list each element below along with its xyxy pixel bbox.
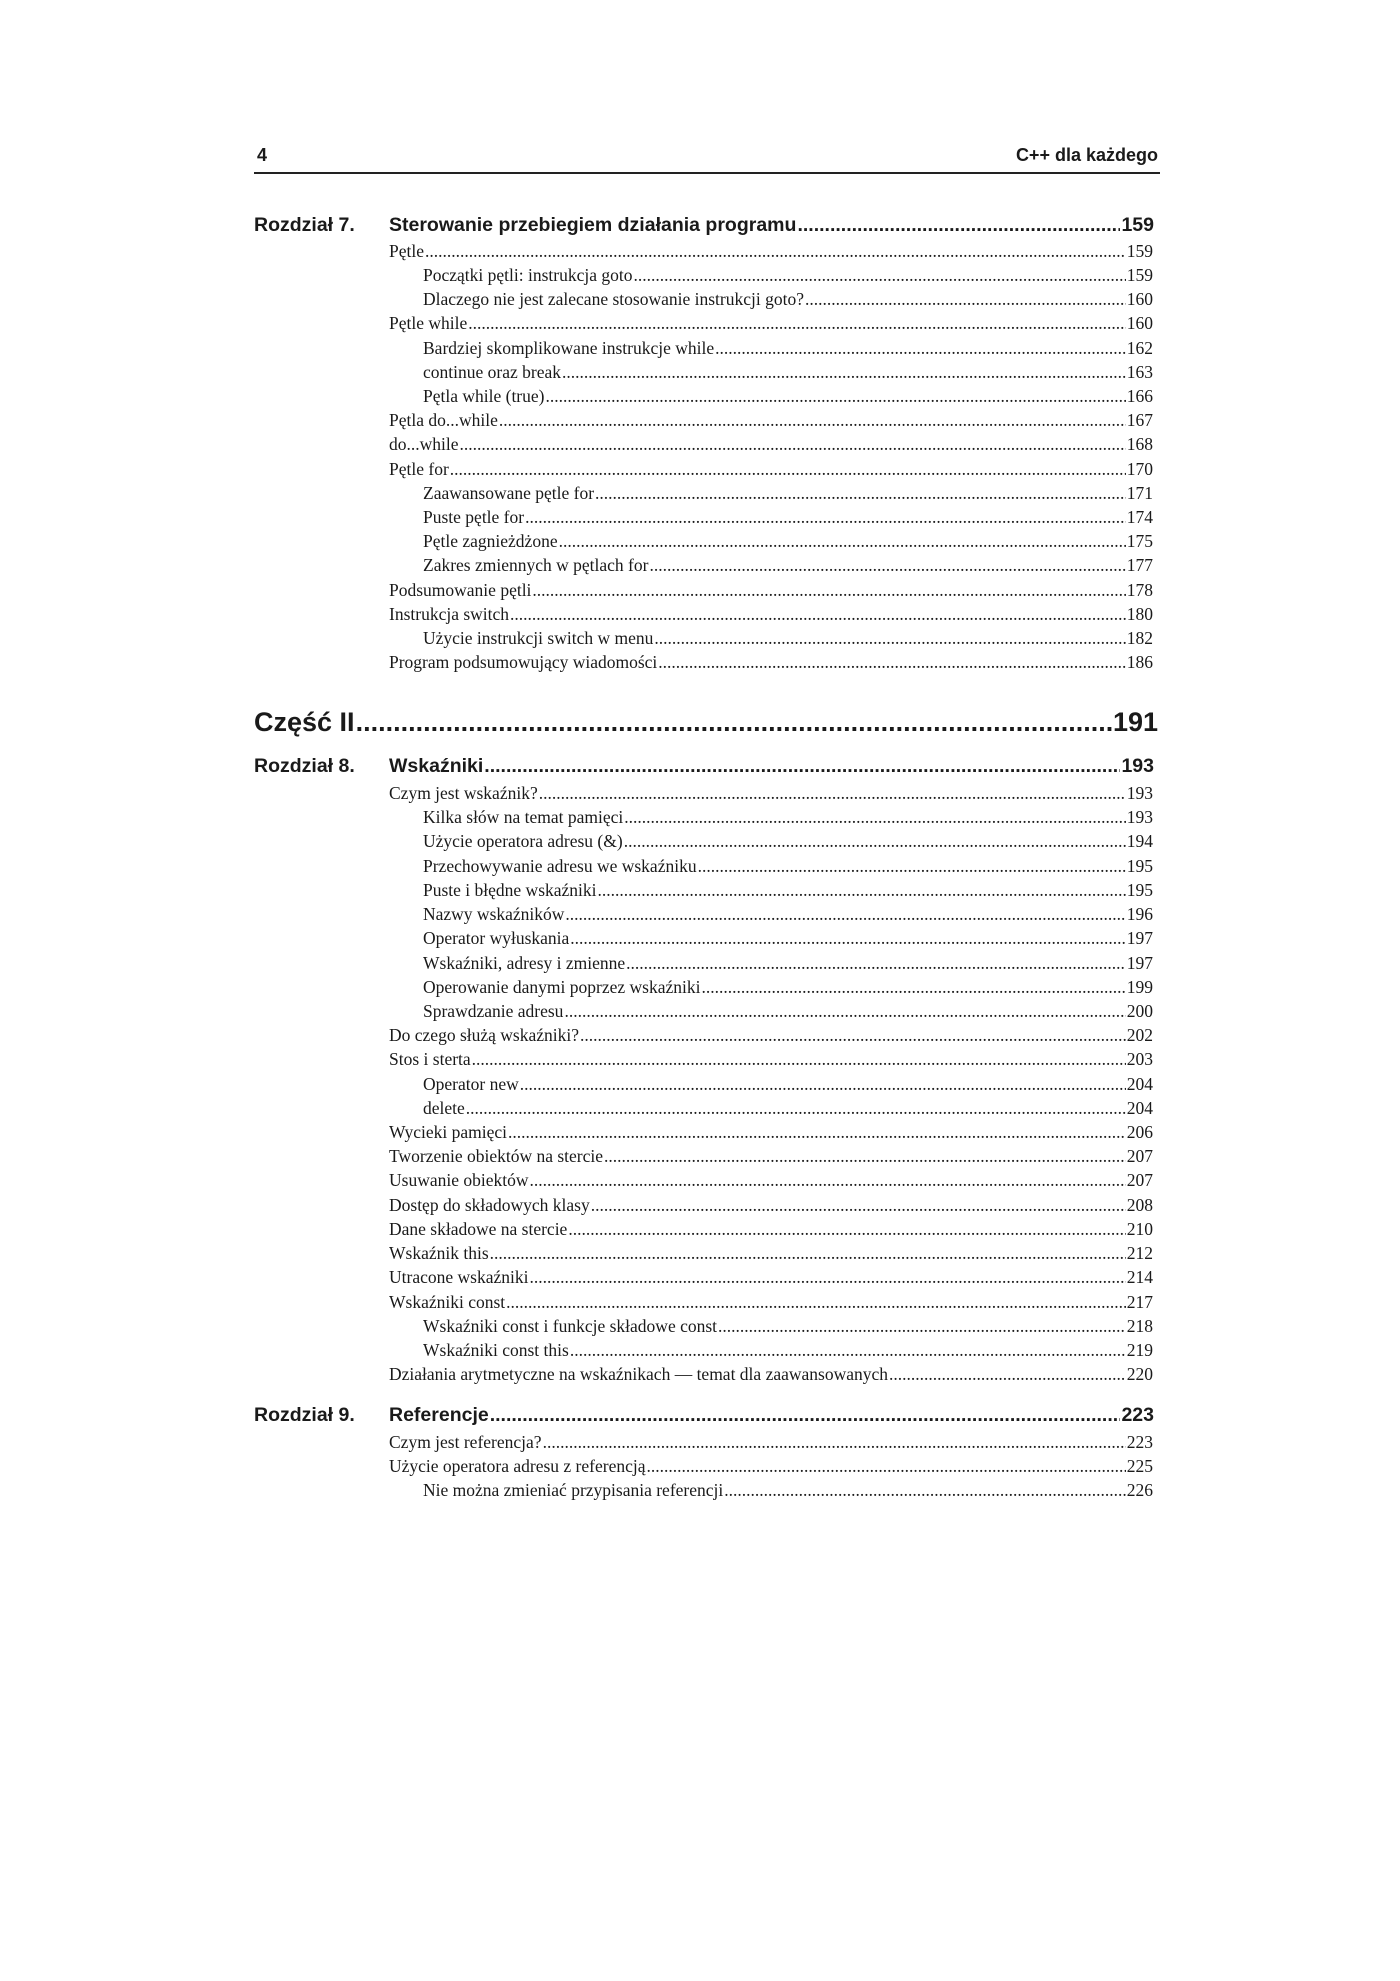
entry-title: Operator wyłuskania xyxy=(423,928,570,948)
toc-entry xyxy=(389,434,1153,458)
entry-title: Wskaźniki const this xyxy=(423,1340,569,1360)
entry-title: Pętla do...while xyxy=(389,410,498,430)
entry-page: 206 xyxy=(1126,1122,1153,1142)
dot-leader xyxy=(701,977,1125,998)
entry-page: 178 xyxy=(1126,580,1153,600)
entry-title: Pętla while (true) xyxy=(423,386,545,406)
entry-page: 220 xyxy=(1126,1364,1153,1384)
entry-page: 219 xyxy=(1126,1340,1153,1360)
entry-title: Zaawansowane pętle for xyxy=(423,483,595,503)
entry-page: 159 xyxy=(1126,265,1153,285)
toc-entry xyxy=(389,1456,1153,1480)
chapter-title: Sterowanie przebiegiem działania programu xyxy=(389,214,797,236)
toc-entry xyxy=(423,904,1153,928)
toc-entry xyxy=(423,289,1153,313)
chapter-page: 159 xyxy=(1121,214,1154,236)
entry-title: Operowanie danymi poprzez wskaźniki xyxy=(423,977,701,997)
dot-leader xyxy=(598,880,1126,901)
entry-page: 193 xyxy=(1126,783,1153,803)
toc-entry xyxy=(389,1025,1153,1049)
dot-leader xyxy=(472,1049,1126,1070)
entry-title: Stos i sterta xyxy=(389,1049,471,1069)
part-2-heading xyxy=(254,707,1158,743)
entry-page: 196 xyxy=(1126,904,1153,924)
entry-title: Czym jest referencja? xyxy=(389,1432,542,1452)
entry-title: continue oraz break xyxy=(423,362,561,382)
entry-page: 166 xyxy=(1126,386,1153,406)
dot-leader xyxy=(624,831,1126,852)
dot-leader xyxy=(718,1316,1126,1337)
entry-title: Wskaźniki const xyxy=(389,1292,506,1312)
entry-page: 218 xyxy=(1126,1316,1153,1336)
toc-entry xyxy=(423,1098,1153,1122)
chapter-label: Rozdział 9. xyxy=(254,1404,355,1426)
entry-title: Wycieki pamięci xyxy=(389,1122,507,1142)
part-page: 191 xyxy=(1112,707,1158,737)
entry-title: Dlaczego nie jest zalecane stosowanie instrukcji goto? xyxy=(423,289,804,309)
entry-title: delete xyxy=(423,1098,465,1118)
toc-entry xyxy=(389,1170,1153,1194)
entry-title: Dostęp do składowych klasy xyxy=(389,1195,590,1215)
entry-title: Pętle xyxy=(389,241,424,261)
entry-title: Nie można zmieniać przypisania referencji xyxy=(423,1480,724,1500)
dot-leader xyxy=(633,265,1125,286)
dot-leader xyxy=(658,652,1125,673)
entry-page: 171 xyxy=(1126,483,1153,503)
dot-leader xyxy=(568,1219,1125,1240)
entry-page: 182 xyxy=(1126,628,1153,648)
toc-entry xyxy=(423,807,1153,831)
toc-entry xyxy=(423,338,1153,362)
entry-title: Pętle zagnieżdżone xyxy=(423,531,558,551)
entry-title: Wskaźniki const i funkcje składowe const xyxy=(423,1316,718,1336)
dot-leader xyxy=(559,531,1126,552)
entry-title: Pętle for xyxy=(389,459,449,479)
dot-leader xyxy=(539,783,1126,804)
entry-page: 212 xyxy=(1126,1243,1153,1263)
chapter-title-line xyxy=(389,214,1154,237)
entry-title: Użycie instrukcji switch w menu xyxy=(423,628,654,648)
toc-entry xyxy=(389,1267,1153,1291)
dot-leader xyxy=(595,483,1126,504)
dot-leader xyxy=(466,1098,1126,1119)
toc-entry xyxy=(389,313,1153,337)
entry-page: 197 xyxy=(1126,953,1153,973)
entry-title: Podsumowanie pętli xyxy=(389,580,532,600)
toc-entry xyxy=(389,1364,1153,1388)
dot-leader xyxy=(520,1074,1126,1095)
toc-entry xyxy=(389,1432,1153,1456)
toc-entry xyxy=(389,580,1153,604)
book-title: C++ dla każdego xyxy=(1015,145,1158,165)
entry-page: 170 xyxy=(1126,459,1153,479)
entry-page: 208 xyxy=(1126,1195,1153,1215)
toc-entry xyxy=(389,241,1153,265)
toc-entry xyxy=(423,362,1153,386)
dot-leader xyxy=(724,1480,1125,1501)
entry-page: 168 xyxy=(1126,434,1153,454)
entry-page: 159 xyxy=(1126,241,1153,261)
toc-entry xyxy=(423,483,1153,507)
dot-leader xyxy=(564,1001,1125,1022)
toc-entry xyxy=(389,1122,1153,1146)
toc-entry xyxy=(423,265,1153,289)
chapter-9-heading xyxy=(254,1404,1154,1432)
entry-title: Wskaźnik this xyxy=(389,1243,489,1263)
entry-title: Kilka słów na temat pamięci xyxy=(423,807,624,827)
entry-page: 160 xyxy=(1126,289,1153,309)
page-number: 4 xyxy=(257,145,268,165)
entry-title: Bardziej skomplikowane instrukcje while xyxy=(423,338,715,358)
running-header xyxy=(254,145,1160,175)
chapter-title: Referencje xyxy=(389,1404,489,1426)
entry-title: Tworzenie obiektów na stercie xyxy=(389,1146,604,1166)
toc-entry xyxy=(423,507,1153,531)
dot-leader xyxy=(604,1146,1126,1167)
toc-entry xyxy=(389,459,1153,483)
dot-leader xyxy=(562,362,1126,383)
entry-title: Użycie operatora adresu z referencją xyxy=(389,1456,646,1476)
entry-title: Puste pętle for xyxy=(423,507,525,527)
entry-title: do...while xyxy=(389,434,459,454)
dot-leader xyxy=(805,289,1126,310)
entry-page: 160 xyxy=(1126,313,1153,333)
dot-leader xyxy=(460,434,1126,455)
dot-leader xyxy=(356,707,1112,738)
entry-title: Działania arytmetyczne na wskaźnikach — temat dla zaawansowanych xyxy=(389,1364,889,1384)
dot-leader xyxy=(508,1122,1126,1143)
dot-leader xyxy=(715,338,1126,359)
dot-leader xyxy=(543,1432,1126,1453)
toc-entry xyxy=(389,604,1153,628)
chapter-label: Rozdział 8. xyxy=(254,755,355,777)
entry-page: 202 xyxy=(1126,1025,1153,1045)
entry-page: 195 xyxy=(1126,880,1153,900)
dot-leader xyxy=(529,1267,1125,1288)
toc-entry xyxy=(389,1049,1153,1073)
toc-entry xyxy=(423,856,1153,880)
toc-entry xyxy=(423,1340,1153,1364)
dot-leader xyxy=(510,604,1126,625)
entry-page: 186 xyxy=(1126,652,1153,672)
entry-title: Użycie operatora adresu (&) xyxy=(423,831,623,851)
toc-entry xyxy=(389,1146,1153,1170)
dot-leader xyxy=(525,507,1126,528)
entry-title: Zakres zmiennych w pętlach for xyxy=(423,555,649,575)
toc-entry xyxy=(389,410,1153,434)
entry-page: 180 xyxy=(1126,604,1153,624)
entry-title: Instrukcja switch xyxy=(389,604,510,624)
entry-page: 223 xyxy=(1126,1432,1153,1452)
entry-page: 194 xyxy=(1126,831,1153,851)
toc-entry xyxy=(389,1292,1153,1316)
entry-title: Nazwy wskaźników xyxy=(423,904,565,924)
chapter-8-heading xyxy=(254,755,1154,783)
toc-entry xyxy=(389,1195,1153,1219)
dot-leader xyxy=(570,1340,1126,1361)
dot-leader xyxy=(490,1243,1126,1264)
part-title: Część II xyxy=(254,707,355,737)
dot-leader xyxy=(468,313,1126,334)
entry-title: Operator new xyxy=(423,1074,519,1094)
dot-leader xyxy=(654,628,1125,649)
entry-page: 174 xyxy=(1126,507,1153,527)
entry-title: Program podsumowujący wiadomości xyxy=(389,652,658,672)
entry-page: 200 xyxy=(1126,1001,1153,1021)
toc-entry xyxy=(423,1001,1153,1025)
entry-title: Przechowywanie adresu we wskaźniku xyxy=(423,856,697,876)
entry-title: Puste i błędne wskaźniki xyxy=(423,880,597,900)
toc-entry xyxy=(423,628,1153,652)
dot-leader xyxy=(570,928,1125,949)
entry-title: Dane składowe na stercie xyxy=(389,1219,568,1239)
dot-leader xyxy=(626,953,1126,974)
toc-entry xyxy=(423,1480,1153,1504)
dot-leader xyxy=(797,214,1120,237)
toc-entry xyxy=(389,1219,1153,1243)
entry-page: 207 xyxy=(1126,1146,1153,1166)
entry-title: Do czego służą wskaźniki? xyxy=(389,1025,579,1045)
toc-entry xyxy=(423,831,1153,855)
entry-title: Usuwanie obiektów xyxy=(389,1170,529,1190)
entry-title: Sprawdzanie adresu xyxy=(423,1001,564,1021)
toc-entry xyxy=(389,783,1153,807)
entry-page: 175 xyxy=(1126,531,1153,551)
entry-page: 177 xyxy=(1126,555,1153,575)
entry-page: 204 xyxy=(1126,1098,1153,1118)
dot-leader xyxy=(565,904,1125,925)
entry-page: 226 xyxy=(1126,1480,1153,1500)
toc-entry xyxy=(423,928,1153,952)
toc-entry xyxy=(389,652,1153,676)
dot-leader xyxy=(490,1404,1121,1427)
chapter-page: 223 xyxy=(1121,1404,1154,1426)
chapter-title-line xyxy=(389,1404,1154,1427)
entry-page: 203 xyxy=(1126,1049,1153,1069)
dot-leader xyxy=(698,856,1126,877)
dot-leader xyxy=(889,1364,1126,1385)
dot-leader xyxy=(624,807,1126,828)
entry-page: 214 xyxy=(1126,1267,1153,1287)
toc-entry xyxy=(423,977,1153,1001)
entry-page: 217 xyxy=(1126,1292,1153,1312)
entry-page: 195 xyxy=(1126,856,1153,876)
toc-entry xyxy=(389,1243,1153,1267)
toc-entry xyxy=(423,531,1153,555)
entry-title: Wskaźniki, adresy i zmienne xyxy=(423,953,626,973)
dot-leader xyxy=(484,755,1120,778)
entry-page: 197 xyxy=(1126,928,1153,948)
dot-leader xyxy=(532,580,1125,601)
entry-page: 199 xyxy=(1126,977,1153,997)
entry-page: 193 xyxy=(1126,807,1153,827)
entry-page: 162 xyxy=(1126,338,1153,358)
entry-page: 163 xyxy=(1126,362,1153,382)
toc-entry xyxy=(423,1316,1153,1340)
entry-page: 225 xyxy=(1126,1456,1153,1476)
dot-leader xyxy=(649,555,1125,576)
dot-leader xyxy=(591,1195,1126,1216)
dot-leader xyxy=(580,1025,1126,1046)
entry-page: 207 xyxy=(1126,1170,1153,1190)
dot-leader xyxy=(499,410,1126,431)
dot-leader xyxy=(506,1292,1126,1313)
chapter-page: 193 xyxy=(1121,755,1154,777)
dot-leader xyxy=(425,241,1126,262)
entry-title: Utracone wskaźniki xyxy=(389,1267,529,1287)
entry-page: 210 xyxy=(1126,1219,1153,1239)
dot-leader xyxy=(545,386,1125,407)
toc-entry xyxy=(423,880,1153,904)
header-divider xyxy=(254,172,1160,174)
entry-page: 204 xyxy=(1126,1074,1153,1094)
entry-title: Pętle while xyxy=(389,313,468,333)
chapter-title: Wskaźniki xyxy=(389,755,484,777)
dot-leader xyxy=(530,1170,1126,1191)
chapter-7-heading xyxy=(254,214,1154,242)
chapter-label: Rozdział 7. xyxy=(254,214,355,236)
entry-title: Początki pętli: instrukcja goto xyxy=(423,265,633,285)
toc-entry xyxy=(423,555,1153,579)
dot-leader xyxy=(450,459,1126,480)
dot-leader xyxy=(647,1456,1126,1477)
toc-entry xyxy=(423,953,1153,977)
toc-entry xyxy=(423,1074,1153,1098)
entry-title: Czym jest wskaźnik? xyxy=(389,783,538,803)
chapter-title-line xyxy=(389,755,1154,778)
toc-entry xyxy=(423,386,1153,410)
entry-page: 167 xyxy=(1126,410,1153,430)
